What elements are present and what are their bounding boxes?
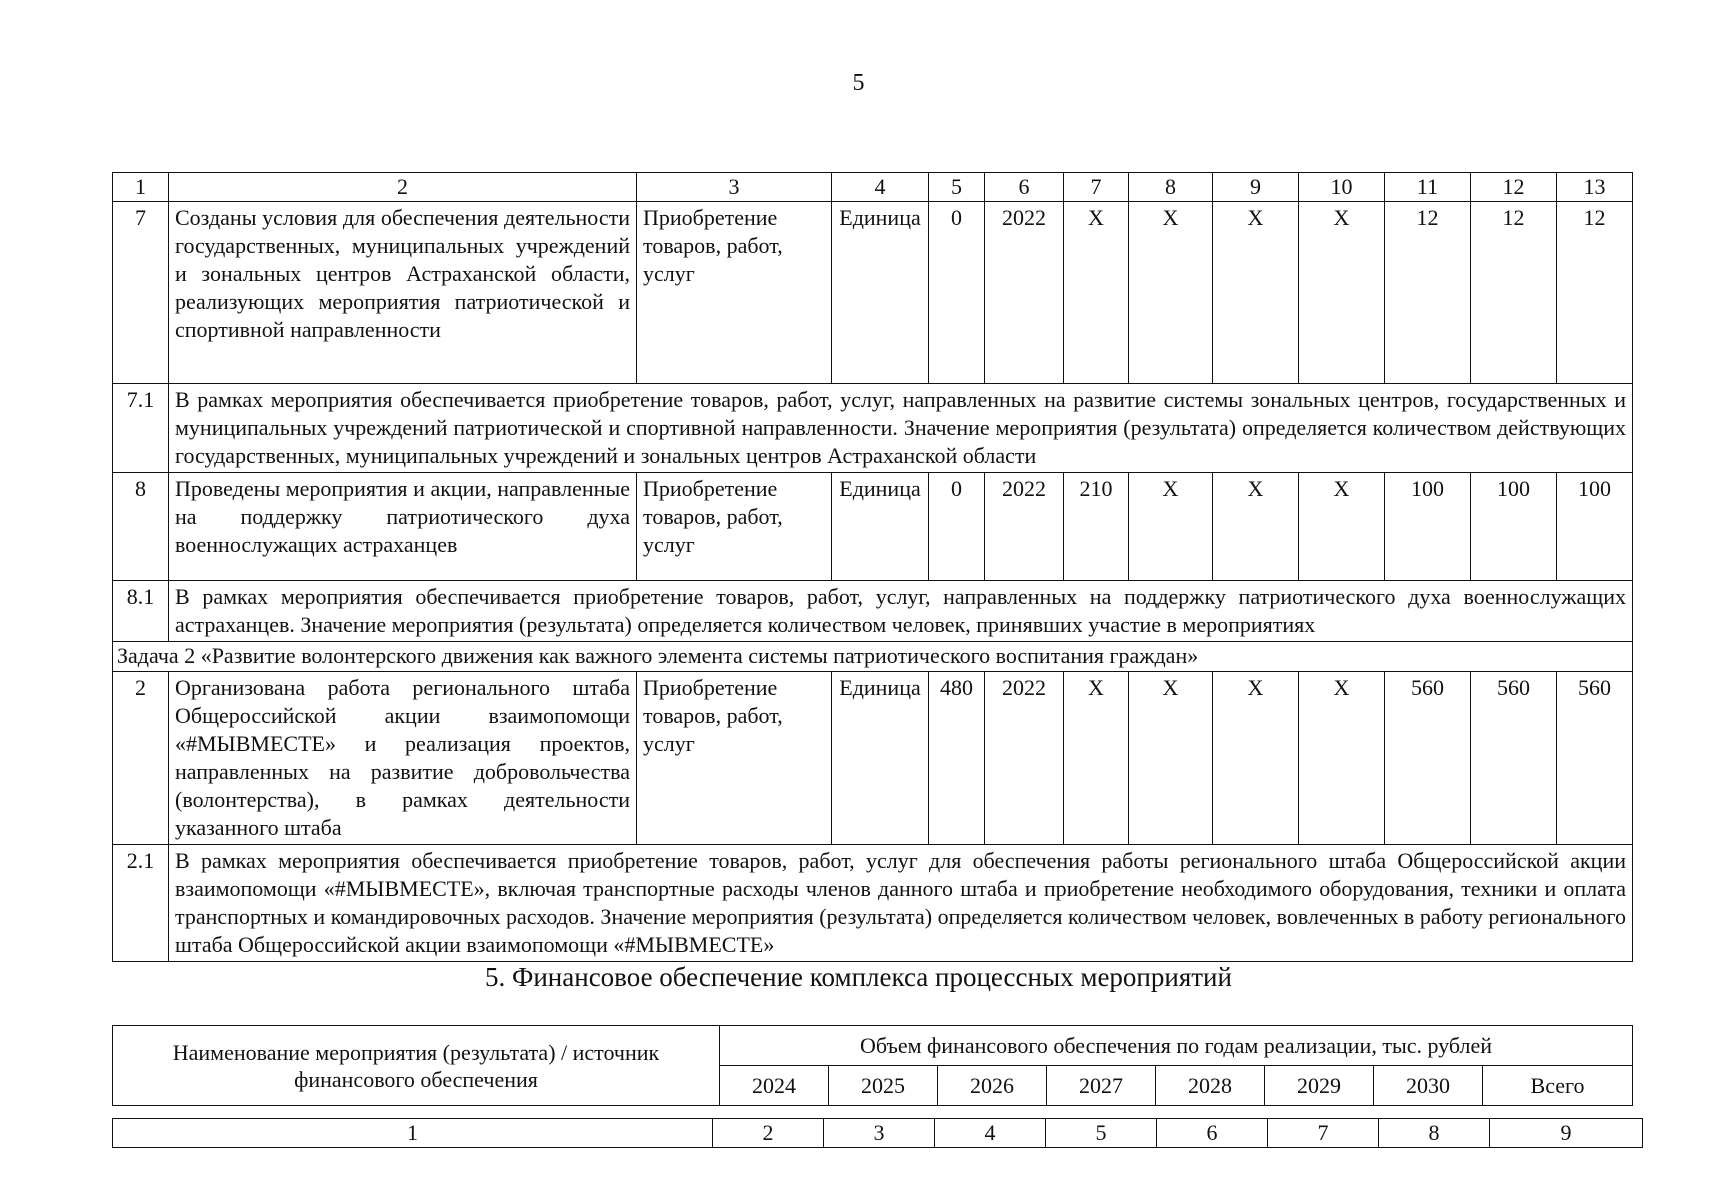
column-number-cell: 1 — [113, 1119, 713, 1148]
measure-row — [113, 672, 1633, 845]
measure-name-cell: Проведены мероприятия и акции, направленные на поддержку патриотического духа военнослужащих астраханцев — [169, 473, 637, 581]
measure-value-cell: 100 — [1471, 473, 1557, 581]
volume-header: Объем финансового обеспечения по годам реализации, тыс. рублей — [720, 1026, 1633, 1066]
year-header-cell: 2024 — [720, 1066, 829, 1106]
measure-number-cell: 2 — [113, 672, 169, 845]
measure-value-cell: X — [1213, 473, 1299, 581]
measure-value-cell: 12 — [1471, 202, 1557, 384]
measure-name-cell: Организована работа регионального штаба Общероссийской акции взаимопомощи «#МЫВМЕСТЕ» и реализация проектов, направленных на развитие добровольчества (волонтерства), в рамках деятельности указанного штаба — [169, 672, 637, 845]
measure-value-cell: X — [1064, 672, 1129, 845]
column-numbers-row — [113, 1119, 1643, 1148]
column-number-cell: 5 — [1046, 1119, 1157, 1148]
name-source-header: Наименование мероприятия (результата) / источник финансового обеспечения — [113, 1026, 720, 1106]
measure-value-cell: 560 — [1557, 672, 1633, 845]
column-number-cell: 4 — [935, 1119, 1046, 1148]
measure-value-cell: Единица — [832, 473, 929, 581]
year-header-cell: 2026 — [938, 1066, 1047, 1106]
column-number-cell: 6 — [985, 173, 1064, 202]
year-header-cell: 2030 — [1374, 1066, 1483, 1106]
measure-value-cell: 560 — [1471, 672, 1557, 845]
measure-value-cell: X — [1299, 473, 1385, 581]
measure-value-cell: Приобретение товаров, работ, услуг — [637, 473, 832, 581]
year-header-cell: 2029 — [1265, 1066, 1374, 1106]
note-number-cell: 8.1 — [113, 581, 169, 642]
measure-value-cell: 12 — [1557, 202, 1633, 384]
column-number-cell: 9 — [1213, 173, 1299, 202]
measure-row — [113, 202, 1633, 384]
column-number-cell: 5 — [929, 173, 985, 202]
note-number-cell: 2.1 — [113, 845, 169, 962]
year-header-cell: 2025 — [829, 1066, 938, 1106]
measure-value-cell: X — [1129, 202, 1213, 384]
measure-value-cell: X — [1213, 202, 1299, 384]
year-header-cell: 2028 — [1156, 1066, 1265, 1106]
measure-value-cell: X — [1299, 202, 1385, 384]
measure-value-cell: 560 — [1385, 672, 1471, 845]
year-header-cell: Всего — [1483, 1066, 1633, 1106]
measure-value-cell: 100 — [1557, 473, 1633, 581]
measure-number-cell: 8 — [113, 473, 169, 581]
measure-value-cell: 2022 — [985, 473, 1064, 581]
measure-value-cell: 0 — [929, 473, 985, 581]
note-text-cell: В рамках мероприятия обеспечивается приобретение товаров, работ, услуг для обеспечения работы регионального штаба Общероссийской акции взаимопомощи «#МЫВМЕСТЕ», включая транспортные расходы членов данного штаба и приобретение необходимого оборудования, техники и оплата транспортных и командировочных расходов. Значение мероприятия (результата) определяется количеством человек, вовлеченных в работу регионального штаба Общероссийской акции взаимопомощи «#МЫВМЕСТЕ» — [169, 845, 1633, 962]
column-number-cell: 13 — [1557, 173, 1633, 202]
column-number-cell: 10 — [1299, 173, 1385, 202]
column-number-cell: 11 — [1385, 173, 1471, 202]
column-number-cell: 12 — [1471, 173, 1557, 202]
year-header-cell: 2027 — [1047, 1066, 1156, 1106]
finance-table-header — [112, 1025, 1633, 1106]
task-row — [113, 642, 1633, 672]
note-text-cell: В рамках мероприятия обеспечивается приобретение товаров, работ, услуг, направленных на поддержку патриотического духа военнослужащих астраханцев. Значение мероприятия (результата) определяется количеством человек, принявших участие в мероприятиях — [169, 581, 1633, 642]
column-number-cell: 4 — [832, 173, 929, 202]
column-number-cell: 7 — [1268, 1119, 1379, 1148]
task-title-cell: Задача 2 «Развитие волонтерского движения как важного элемента системы патриотического воспитания граждан» — [113, 642, 1633, 672]
column-number-cell: 9 — [1490, 1119, 1643, 1148]
column-number-cell: 6 — [1157, 1119, 1268, 1148]
note-number-cell: 7.1 — [113, 384, 169, 473]
measure-value-cell: 210 — [1064, 473, 1129, 581]
measure-value-cell: 100 — [1385, 473, 1471, 581]
measure-value-cell: 2022 — [985, 202, 1064, 384]
column-number-cell: 1 — [113, 173, 169, 202]
measure-value-cell: 12 — [1385, 202, 1471, 384]
finance-table-numbering — [112, 1118, 1643, 1148]
measure-note-row — [113, 845, 1633, 962]
measure-row — [113, 473, 1633, 581]
page-number: 5 — [852, 70, 865, 96]
measure-value-cell: 480 — [929, 672, 985, 845]
measure-value-cell: X — [1129, 473, 1213, 581]
measure-value-cell: Единица — [832, 672, 929, 845]
measure-name-cell: Созданы условия для обеспечения деятельности государственных, муниципальных учреждений и зональных центров Астраханской области, реализующих мероприятия патриотической и спортивной направленности — [169, 202, 637, 384]
note-text-cell: В рамках мероприятия обеспечивается приобретение товаров, работ, услуг, направленных на развитие системы зональных центров, государственных и муниципальных учреждений патриотической и спортивной направленности. Значение мероприятия (результата) определяется количеством действующих государственных, муниципальных учреждений и зональных центров Астраханской области — [169, 384, 1633, 473]
column-number-cell: 7 — [1064, 173, 1129, 202]
column-number-cell: 2 — [169, 173, 637, 202]
measures-table — [112, 172, 1633, 962]
measure-value-cell: X — [1064, 202, 1129, 384]
column-number-cell: 8 — [1129, 173, 1213, 202]
column-number-cell: 3 — [637, 173, 832, 202]
column-number-cell: 3 — [824, 1119, 935, 1148]
measure-note-row — [113, 384, 1633, 473]
measure-note-row — [113, 581, 1633, 642]
measure-value-cell: Приобретение товаров, работ, услуг — [637, 672, 832, 845]
measure-value-cell: Единица — [832, 202, 929, 384]
measure-value-cell: X — [1129, 672, 1213, 845]
column-number-cell: 2 — [713, 1119, 824, 1148]
measure-value-cell: X — [1299, 672, 1385, 845]
measure-value-cell: X — [1213, 672, 1299, 845]
measure-value-cell: Приобретение товаров, работ, услуг — [637, 202, 832, 384]
measure-number-cell: 7 — [113, 202, 169, 384]
column-number-cell: 8 — [1379, 1119, 1490, 1148]
column-number-row — [113, 173, 1633, 202]
section-title: 5. Финансовое обеспечение комплекса процессных мероприятий — [485, 962, 1232, 992]
measure-value-cell: 2022 — [985, 672, 1064, 845]
measure-value-cell: 0 — [929, 202, 985, 384]
